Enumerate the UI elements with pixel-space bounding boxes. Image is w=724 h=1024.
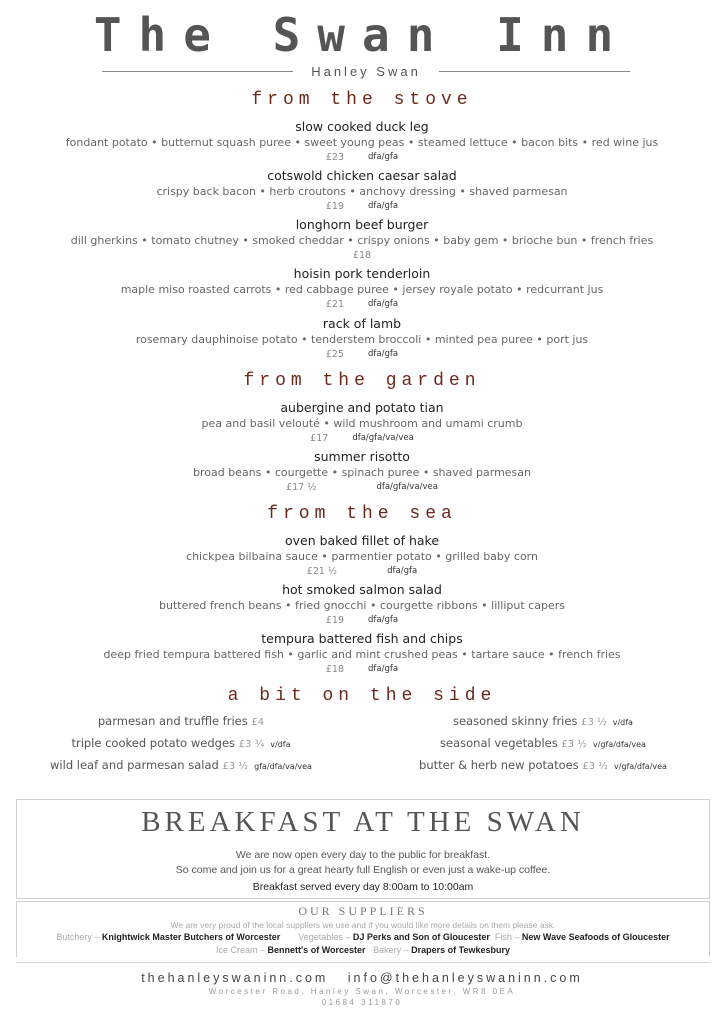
- section-title-sides: a bit on the side: [227, 686, 497, 706]
- dish-description: deep fried tempura battered fish • garlic and mint crushed peas • tartare sauce • french fries: [103, 648, 621, 661]
- section-title-sea: from the sea: [267, 504, 457, 524]
- dish-name: longhorn beef burger: [295, 217, 429, 232]
- supplier-name: Bennett's of Worcester: [267, 945, 366, 955]
- divider-right: [439, 71, 630, 72]
- dish-price: £18: [325, 664, 345, 675]
- dish-item: [0, 533, 724, 578]
- dish-description: pea and basil velouté • wild mushroom and umami crumb: [201, 417, 523, 430]
- side-price: £4: [251, 717, 265, 728]
- dish-name: hoisin pork tenderloin: [293, 266, 431, 281]
- breakfast-panel: [16, 799, 710, 899]
- side-dietary: v/dfa: [612, 718, 633, 727]
- dish-price: £19: [325, 615, 345, 626]
- dish-item: [0, 582, 724, 627]
- side-dietary: v/gfa/dfa/vea: [613, 762, 667, 771]
- supplier-category: Vegetables –: [298, 932, 353, 942]
- dish-description: dill gherkins • tomato chutney • smoked cheddar • crispy onions • baby gem • brioche bun • french fries: [70, 234, 654, 247]
- breakfast-hours: Breakfast served every day 8:00am to 10:00am: [252, 881, 474, 893]
- dish-dietary: dfa/gfa: [368, 615, 399, 625]
- dish-name: tempura battered fish and chips: [261, 631, 463, 646]
- supplier-category: Ice Cream –: [216, 945, 268, 955]
- sides-right-column: [362, 710, 724, 776]
- side-item: [362, 754, 724, 776]
- side-item: [0, 732, 362, 754]
- breakfast-title: BREAKFAST AT THE SWAN: [141, 806, 585, 838]
- sides-left-column: [0, 710, 362, 776]
- contact-line: [0, 970, 724, 986]
- side-item: [362, 732, 724, 754]
- side-price: £3 ½: [582, 761, 608, 772]
- dish-dietary: dfa/gfa: [387, 566, 418, 576]
- suppliers-intro: We are very proud of the local suppliers we use and if you would like more details on them please ask.: [170, 920, 556, 930]
- dish-item: [0, 316, 724, 361]
- dish-item: [0, 168, 724, 213]
- dish-name: aubergine and potato tian: [280, 400, 444, 415]
- dish-price: £17 ½: [286, 482, 317, 493]
- dish-description: maple miso roasted carrots • red cabbage puree • jersey royale potato • redcurrant jus: [120, 283, 604, 296]
- side-price: £3 ½: [581, 717, 607, 728]
- dish-price: £19: [325, 201, 345, 212]
- dish-price: £17: [310, 433, 329, 444]
- side-dietary: gfa/dfa/va/vea: [254, 762, 312, 771]
- supplier-name: New Wave Seafoods of Gloucester: [521, 932, 670, 942]
- section-title-stove: from the stove: [251, 90, 473, 110]
- restaurant-title: The Swan Inn: [93, 8, 631, 62]
- side-name: seasonal vegetables: [440, 736, 558, 750]
- dish-dietary: dfa/gfa: [368, 152, 399, 162]
- side-item: [362, 710, 724, 732]
- side-price: £3 ½: [222, 761, 249, 772]
- side-name: butter & herb new potatoes: [419, 758, 579, 772]
- website-link[interactable]: thehanleyswaninn.com: [141, 971, 329, 985]
- email-link[interactable]: info@thehanleyswaninn.com: [347, 971, 583, 985]
- breakfast-line-1: We are now open every day to the public for breakfast.: [235, 849, 491, 861]
- dish-item: [0, 217, 724, 262]
- address: Worcester Road, Hanley Swan, Worcester, WR8 0EA: [208, 987, 516, 996]
- dish-description: rosemary dauphinoise potato • tenderstem broccoli • minted pea puree • port jus: [135, 333, 589, 346]
- dish-price: £25: [325, 349, 345, 360]
- dish-dietary: dfa/gfa: [368, 664, 399, 674]
- side-dietary: v/dfa: [270, 740, 291, 749]
- side-dietary: v/gfa/dfa/vea: [592, 740, 646, 749]
- dish-item: [0, 631, 724, 676]
- subtitle-row: [102, 63, 630, 79]
- dish-name: summer risotto: [314, 449, 410, 464]
- footer-divider: [16, 962, 710, 963]
- dish-price: £18: [352, 250, 372, 261]
- dish-name: cotswold chicken caesar salad: [267, 168, 457, 183]
- dish-item: [0, 400, 724, 445]
- supplier-name: DJ Perks and Son of Gloucester: [352, 932, 490, 942]
- dish-name: hot smoked salmon salad: [282, 582, 442, 597]
- phone-number: 01684 311870: [321, 998, 403, 1007]
- supplier-name: Knightwick Master Butchers of Worcester: [101, 932, 281, 942]
- dish-item: [0, 449, 724, 494]
- dish-item: [0, 119, 724, 164]
- side-name: triple cooked potato wedges: [71, 736, 236, 750]
- divider-left: [102, 71, 293, 72]
- suppliers-title: OUR SUPPLIERS: [298, 904, 428, 918]
- location-subtitle: Hanley Swan: [311, 63, 421, 79]
- dish-item: [0, 266, 724, 311]
- dish-dietary: dfa/gfa: [368, 299, 399, 309]
- dish-name: oven baked fillet of hake: [284, 533, 440, 548]
- dish-name: slow cooked duck leg: [295, 119, 429, 134]
- dish-price: £21: [325, 299, 345, 310]
- dish-dietary: dfa/gfa/va/vea: [352, 433, 414, 443]
- dish-description: chickpea bilbaina sauce • parmentier potato • grilled baby corn: [186, 550, 538, 563]
- dish-dietary: dfa/gfa: [368, 201, 399, 211]
- supplier-category: Bakery –: [373, 945, 412, 955]
- side-name: seasoned skinny fries: [453, 714, 578, 728]
- dish-description: crispy back bacon • herb croutons • anchovy dressing • shaved parmesan: [156, 185, 568, 198]
- side-price: £3 ¾: [238, 739, 265, 750]
- suppliers-row-2: [17, 944, 709, 957]
- breakfast-line-2: So come and join us for a great hearty full English or even just a wake-up coffee.: [175, 864, 551, 876]
- dish-name: rack of lamb: [322, 316, 402, 331]
- dish-description: broad beans • courgette • spinach puree • shaved parmesan: [192, 466, 532, 479]
- dish-description: fondant potato • butternut squash puree • sweet young peas • steamed lettuce • bacon bits • red wine jus: [65, 136, 659, 149]
- supplier-category: Fish –: [494, 932, 522, 942]
- side-name: wild leaf and parmesan salad: [50, 758, 219, 772]
- supplier-category: Butchery –: [56, 932, 102, 942]
- side-item: [0, 710, 362, 732]
- dish-price: £21 ½: [306, 566, 338, 577]
- dish-description: buttered french beans • fried gnocchi • courgette ribbons • lilliput capers: [159, 599, 565, 612]
- dish-price: £23: [325, 152, 345, 163]
- dish-dietary: dfa/gfa/va/vea: [376, 482, 438, 492]
- side-name: parmesan and truffle fries: [97, 714, 248, 728]
- supplier-name: Drapers of Tewkesbury: [411, 945, 510, 955]
- section-title-garden: from the garden: [243, 371, 481, 391]
- suppliers-row-1: [17, 931, 709, 944]
- dish-dietary: dfa/gfa: [368, 349, 399, 359]
- side-price: £3 ½: [561, 739, 587, 750]
- suppliers-panel: [16, 901, 710, 957]
- side-item: [0, 754, 362, 776]
